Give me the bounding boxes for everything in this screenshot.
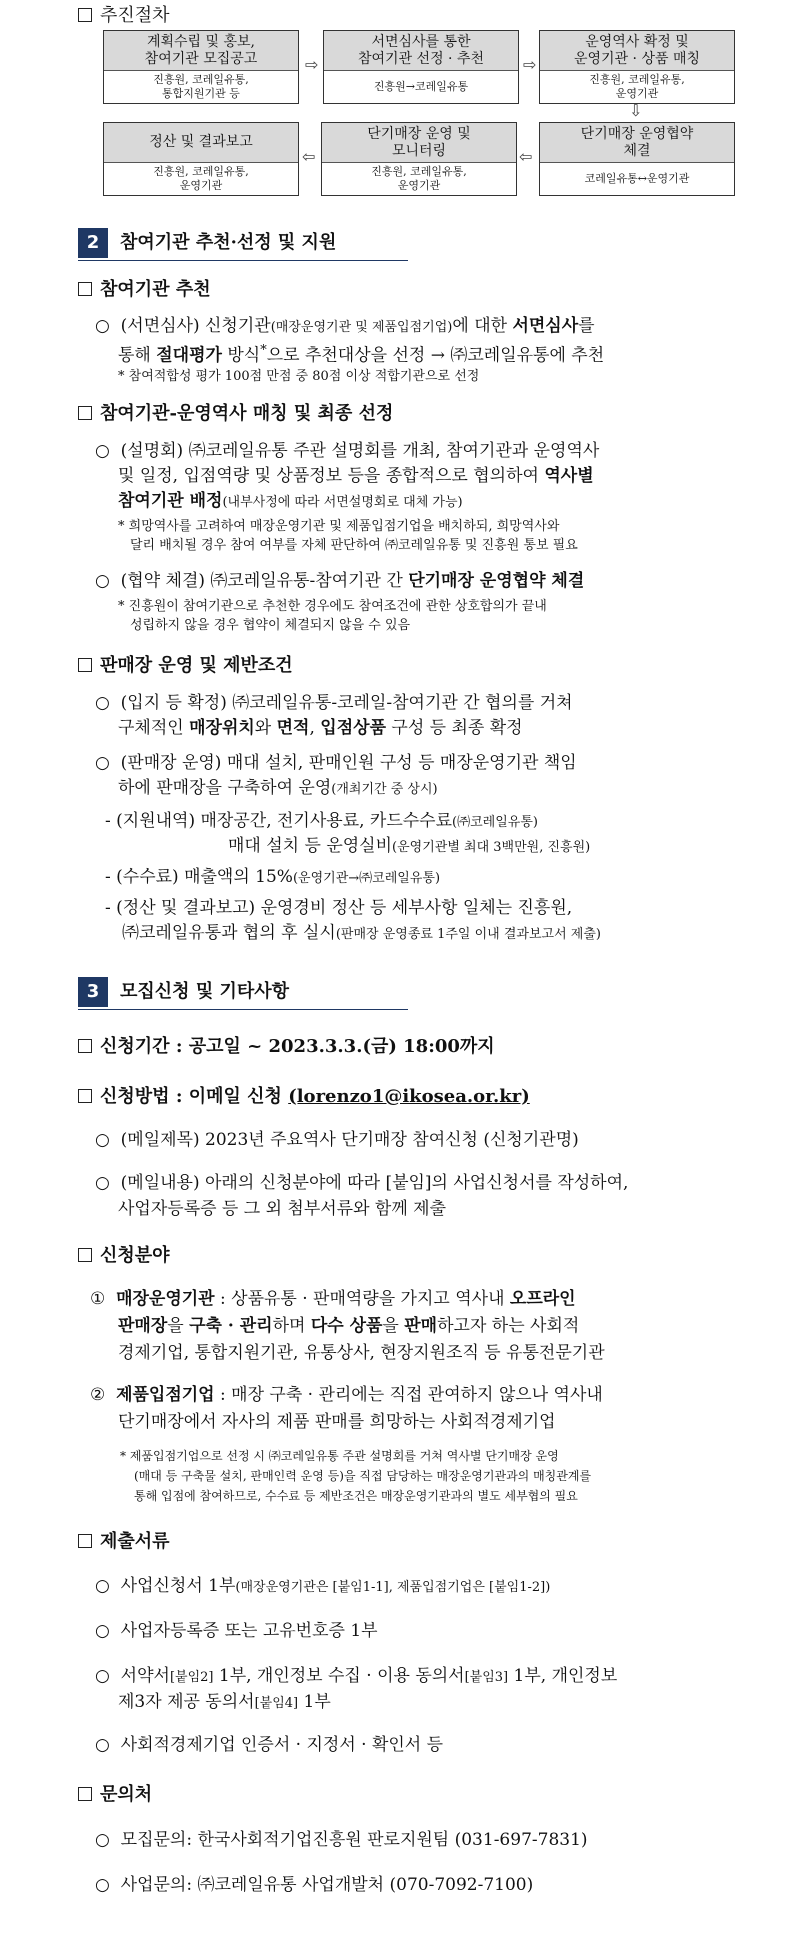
step-box-2: 서면심사를 통한 참여기관 선정 · 추천 진흥원→코레일유통 [323,30,519,104]
step-box-3: 운영역사 확정 및 운영기관 · 상품 매칭 진흥원, 코레일유통, 운영기관 [539,30,735,104]
section-title: 모집신청 및 기타사항 [120,981,290,1002]
subheading: 참여기관 추천 [78,278,211,302]
paragraph-line: ○ (설명회) ㈜코레일유통 주관 설명회를 개최, 참여기관과 운영역사 [95,441,600,461]
arrow-left-icon: ⇦ [519,147,533,166]
paragraph-line: 제3자 제공 동의서[붙임4] 1부 [118,1692,331,1712]
contact-line: ○ 모집문의: 한국사회적기업진흥원 판로지원팀 (031-697-7831) [95,1830,588,1850]
paragraph-line: - (수수료) 매출액의 15%(운영기관→㈜코레일유통) [105,867,441,887]
arrow-right-icon: ⇨ [305,55,319,74]
paragraph-line: ○ 사업자등록증 또는 고유번호증 1부 [95,1621,378,1641]
checkbox-square-icon [78,282,92,296]
paragraph-line: 통해 절대평가 방식*으로 추천대상을 선정 → ㈜코레일유통에 추천 [118,343,605,366]
paragraph-line: 단기매장에서 자사의 제품 판매를 희망하는 사회적경제기업 [118,1412,556,1432]
circle-bullet-icon: ○ [95,441,110,461]
subheading: 신청분야 [78,1244,170,1268]
checkbox-square-icon [78,1534,92,1548]
step-box-6: 정산 및 결과보고 진흥원, 코레일유통, 운영기관 [103,122,299,196]
circle-bullet-icon: ○ [95,571,110,591]
section-number: 3 [78,977,108,1007]
footnote: 성립하지 않을 경우 협약이 체결되지 않을 수 있음 [130,618,411,633]
paragraph-line: ○ 서약서[붙임2] 1부, 개인정보 수집 · 이용 동의서[붙임3] 1부, 개인정보 [95,1666,618,1686]
subheading: 참여기관-운영역사 매칭 및 최종 선정 [78,402,393,426]
paragraph-line: 구체적인 매장위치와 면적, 입점상품 구성 등 최종 확정 [118,718,523,738]
paragraph-line: ○ 사회적경제기업 인증서 · 지정서 · 확인서 등 [95,1735,444,1755]
application-method: 신청방법 : 이메일 신청 (lorenzo1@ikosea.or.kr) [78,1085,530,1109]
subheading: 문의처 [78,1783,152,1807]
circle-bullet-icon: ○ [95,1621,110,1641]
paragraph-line: 매대 설치 등 운영실비(운영기관별 최대 3백만원, 진흥원) [228,836,591,856]
subheading: 제출서류 [78,1530,170,1554]
checkbox-square-icon [78,1089,92,1103]
checkbox-square-icon [78,1039,92,1053]
paragraph-line: ㈜코레일유통과 협의 후 실시(판매장 운영종료 1주일 이내 결과보고서 제출) [122,923,601,943]
arrow-down-icon: ⇩ [629,101,643,120]
footnote: 통해 입점에 참여하므로, 수수료 등 제반조건은 매장운영기관과의 별도 세부협의 필요 [134,1489,578,1503]
paragraph-line: 하에 판매장을 구축하여 운영(개최기간 중 상시) [118,778,438,798]
paragraph-line: - (지원내역) 매장공간, 전기사용료, 카드수수료(㈜코레일유통) [105,811,538,831]
arrow-left-icon: ⇦ [302,147,316,166]
application-period: 신청기간 : 공고일 ~ 2023.3.3.(금) 18:00까지 [78,1035,495,1059]
step-box-4: 단기매장 운영협약 체결 코레일유통↔운영기관 [539,122,735,196]
circle-bullet-icon: ○ [95,1666,110,1686]
circle-bullet-icon: ○ [95,1130,110,1150]
paragraph-line: ○ (메일내용) 아래의 신청분야에 따라 [붙임]의 사업신청서를 작성하여, [95,1173,629,1193]
circle-bullet-icon: ○ [95,1735,110,1755]
checkbox-square-icon [78,1787,92,1801]
circle-bullet-icon: ○ [95,1875,110,1895]
subheading: 판매장 운영 및 제반조건 [78,654,293,678]
section-underline [78,260,408,261]
footnote: * 참여적합성 평가 100점 만점 중 80점 이상 적합기관으로 선정 [118,369,480,384]
paragraph-line: 판매장을 구축 · 관리하며 다수 상품을 판매하고자 하는 사회적 [118,1316,580,1336]
paragraph-line: ○ (서면심사) 신청기관(매장운영기관 및 제품입점기업)에 대한 서면심사를 [95,316,595,336]
contact-line: ○ 사업문의: ㈜코레일유통 사업개발처 (070-7092-7100) [95,1875,534,1895]
paragraph-line: ② 제품입점기업 : 매장 구축 · 관리에는 직접 관여하지 않으나 역사내 [90,1385,603,1405]
paragraph-line: 경제기업, 통합지원기관, 유통상사, 현장지원조직 등 유통전문기관 [118,1343,605,1363]
paragraph-line: ○ (입지 등 확정) ㈜코레일유통-코레일-참여기관 간 협의를 거쳐 [95,693,573,713]
footnote: * 희망역사를 고려하여 매장운영기관 및 제품입점기업을 배치하되, 희망역사와 [118,519,560,534]
circle-bullet-icon: ○ [95,316,110,336]
paragraph-line: ○ 사업신청서 1부(매장운영기관은 [붙임1-1], 제품입점기업은 [붙임1-2]) [95,1576,551,1596]
arrow-right-icon: ⇨ [523,55,537,74]
circle-bullet-icon: ○ [95,693,110,713]
step-box-5: 단기매장 운영 및 모니터링 진흥원, 코레일유통, 운영기관 [321,122,517,196]
paragraph-line: ○ (판매장 운영) 매대 설치, 판매인원 구성 등 매장운영기관 책임 [95,753,577,773]
checkbox-square-icon [78,406,92,420]
checkbox-square-icon [78,8,92,22]
section-number: 2 [78,228,108,258]
paragraph-line: ○ (협약 체결) ㈜코레일유통-참여기관 간 단기매장 운영협약 체결 [95,571,585,591]
paragraph-line: - (정산 및 결과보고) 운영경비 정산 등 세부사항 일체는 진흥원, [105,898,573,918]
checkbox-square-icon [78,658,92,672]
footnote: 달리 배치될 경우 참여 여부를 자체 판단하여 ㈜코레일유통 및 진흥원 통보 필요 [130,538,578,553]
paragraph-line: ○ (메일제목) 2023년 주요역사 단기매장 참여신청 (신청기관명) [95,1130,579,1150]
paragraph-line: 및 일정, 입점역량 및 상품정보 등을 종합적으로 협의하여 역사별 [118,466,594,486]
section-title: 참여기관 추천·선정 및 지원 [120,232,337,253]
paragraph-line: 참여기관 배정(내부사정에 따라 서면설명회로 대체 가능) [118,491,463,511]
paragraph-line: 사업자등록증 등 그 외 첨부서류와 함께 제출 [118,1199,447,1219]
footnote: * 제품입점기업으로 선정 시 ㈜코레일유통 주관 설명회를 거쳐 역사별 단기매장 운영 [120,1449,559,1463]
circle-bullet-icon: ○ [95,753,110,773]
footnote: (매대 등 구축물 설치, 판매인력 운영 등)을 직접 담당하는 매장운영기관과의 매칭관계를 [134,1469,592,1483]
circle-bullet-icon: ○ [95,1173,110,1193]
step-box-1: 계획수립 및 홍보, 참여기관 모집공고 진흥원, 코레일유통, 통합지원기관 등 [103,30,299,104]
section-underline [78,1009,408,1010]
footnote: * 진흥원이 참여기관으로 추천한 경우에도 참여조건에 관한 상호합의가 끝내 [118,599,547,614]
paragraph-line: ① 매장운영기관 : 상품유통 · 판매역량을 가지고 역사내 오프라인 [90,1289,576,1309]
checkbox-square-icon [78,1248,92,1262]
circle-bullet-icon: ○ [95,1576,110,1596]
circle-bullet-icon: ○ [95,1830,110,1850]
email-link[interactable]: (lorenzo1@ikosea.or.kr) [288,1086,530,1107]
procedure-heading: 추진절차 [78,4,170,28]
